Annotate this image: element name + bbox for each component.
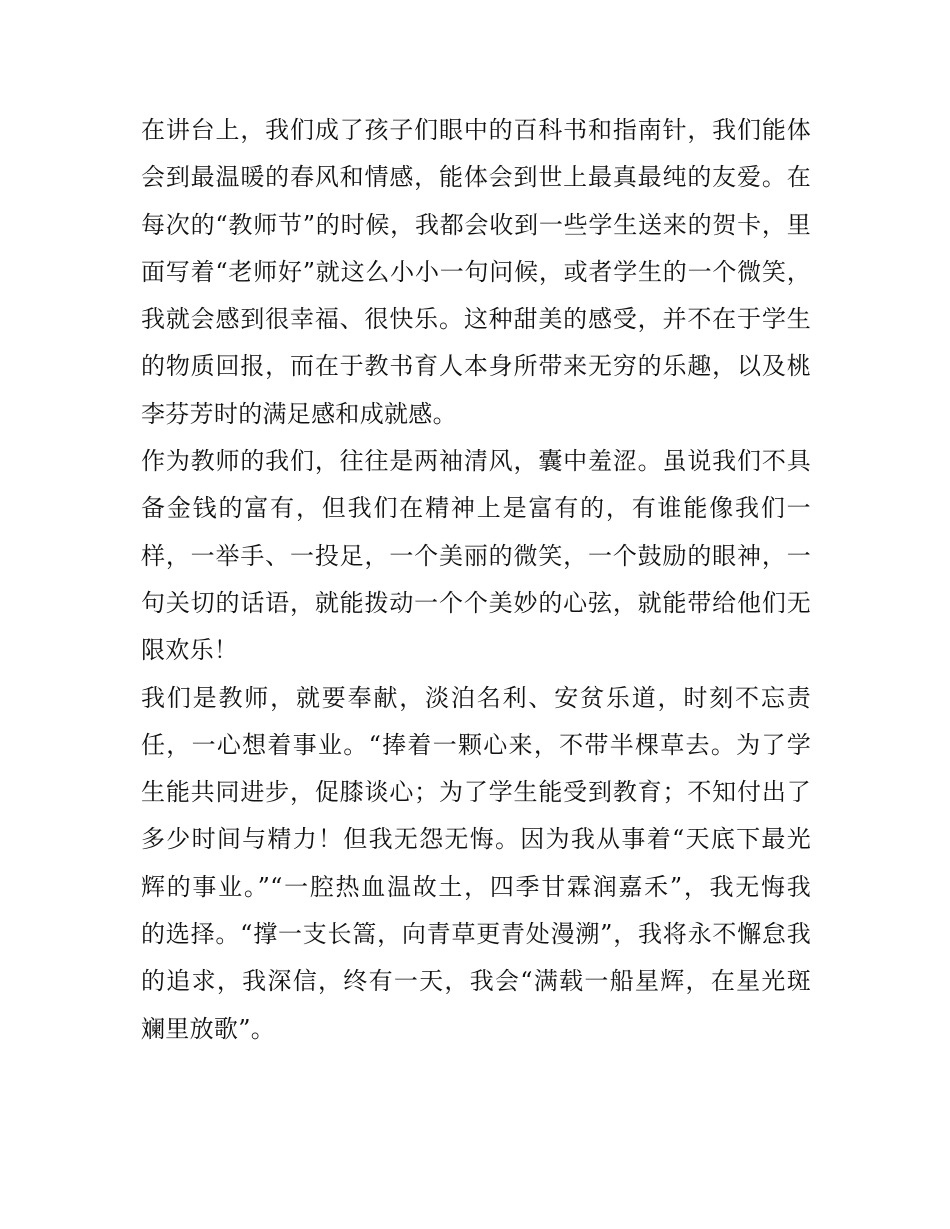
text-line: 任，一心想着事业。“捧着一颗心来，不带半棵草去。为了学 — [141, 730, 811, 759]
text-line: 我们是教师，就要奉献，淡泊名利、安贫乐道，时刻不忘责 — [141, 683, 811, 712]
text-line: 的追求，我深信，终有一天，我会“满载一船星辉，在星光斑 — [141, 967, 811, 996]
text-line: 多少时间与精力！但我无怨无悔。因为我从事着“天底下最光 — [141, 825, 811, 854]
text-line: 会到最温暖的春风和情感，能体会到世上最真最纯的友爱。在 — [141, 163, 811, 192]
text-line: 生能共同进步，促膝谈心；为了学生能受到教育；不知付出了 — [141, 778, 811, 807]
document-body — [141, 107, 811, 1053]
text-line: 作为教师的我们，往往是两袖清风，囊中羞涩。虽说我们不具 — [141, 447, 811, 476]
text-line: 每次的“教师节”的时候，我都会收到一些学生送来的贺卡，里 — [141, 210, 811, 239]
paragraph-3 — [141, 675, 811, 1053]
text-line: 面写着“老师好”就这么小小一句问候，或者学生的一个微笑， — [141, 257, 811, 286]
text-line: 李芬芳时的满足感和成就感。 — [141, 399, 457, 428]
text-line: 我就会感到很幸福、很快乐。这种甜美的感受，并不在于学生 — [141, 305, 811, 334]
paragraph-2 — [141, 438, 811, 674]
text-line: 的选择。“撑一支长篙，向青草更青处漫溯”，我将永不懈怠我 — [141, 920, 811, 949]
text-line: 在讲台上，我们成了孩子们眼中的百科书和指南针，我们能体 — [141, 116, 811, 144]
text-line: 辉的事业。”“一腔热血温故土，四季甘霖润嘉禾”，我无悔我 — [141, 872, 811, 901]
paragraph-1 — [141, 107, 811, 438]
text-line: 句关切的话语，就能拨动一个个美妙的心弦，就能带给他们无 — [141, 588, 811, 617]
text-line: 的物质回报，而在于教书育人本身所带来无穷的乐趣，以及桃 — [141, 352, 811, 381]
text-line: 限欢乐！ — [141, 636, 239, 665]
text-line: 样，一举手、一投足，一个美丽的微笑，一个鼓励的眼神，一 — [141, 541, 811, 570]
text-line: 备金钱的富有，但我们在精神上是富有的，有谁能像我们一 — [141, 494, 811, 523]
text-line: 斓里放歌”。 — [141, 1014, 276, 1043]
